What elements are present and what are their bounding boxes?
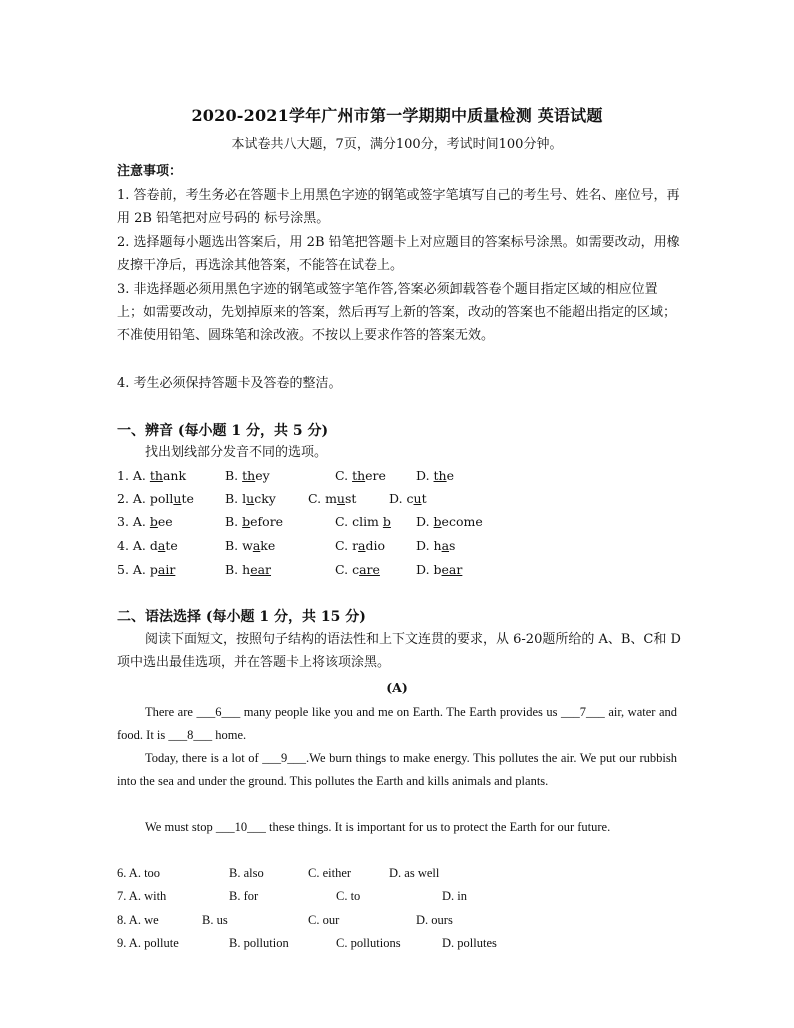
- notice-item-3: 3. 非选择题必须用黑色字迹的钢笔或签字笔作答,答案必须卸载答卷个题目指定区域的相应位置上；如需要改动，先划掉原来的答案，然后再写上新的答案，改动的答案也不能超出指定的区域；不准使用铅笔、圆珠笔和涂改液。不按以上要求作答的答案无效。: [117, 282, 677, 343]
- option-c: C. either: [308, 866, 352, 880]
- notice-item-2: 2. 选择题每小题选出答案后，用 2B 铅笔把答题卡上对应题目的答案标号涂黑。如需要改动，用橡皮擦干净后，再选涂其他答案，不能答在试卷上。: [117, 235, 680, 273]
- notice-heading: 注意事项：: [117, 164, 183, 179]
- option-d: D. cut: [389, 491, 427, 506]
- option-b: B. for: [229, 889, 259, 903]
- option-b: B. us: [202, 913, 228, 927]
- option-d: D. bear: [416, 562, 463, 577]
- option-c: C. pollutions: [336, 936, 401, 950]
- option-b: B. hear: [225, 562, 272, 577]
- option-c: C. there: [335, 468, 386, 483]
- section1-instruction: 找出划线部分发音不同的选项。: [145, 445, 328, 460]
- option-a: 8. A. we: [117, 913, 159, 927]
- notice-item-1: 1. 答卷前，考生务必在答题卡上用黑色字迹的钢笔或签字笔填写自己的考生号、姓名、座位号，再用 2B 铅笔把对应号码的 标号涂黑。: [117, 188, 680, 226]
- section1-heading: 一、辨音 (每小题 1 分，共 5 分): [117, 423, 329, 439]
- option-c: C. our: [308, 913, 340, 927]
- notice-item-4: 4. 考生必须保持答题卡及答卷的整洁。: [117, 376, 342, 391]
- passage-paragraph-1: There are ___6___ many people like you and me on Earth. The Earth provides us ___7___ air, water and food. It is ___8___ home.: [117, 705, 677, 742]
- section2-instruction: 阅读下面短文，按照句子结构的语法性和上下文连贯的要求，从 6-20题所给的 A、B、C和 D项中选出最佳选项，并在答题卡上将该项涂黑。: [117, 632, 681, 670]
- option-a: 7. A. with: [117, 889, 167, 903]
- option-d: D. as well: [389, 866, 440, 880]
- passage-paragraph-3: We must stop ___10___ these things. It is important for us to protect the Earth for our future.: [145, 820, 611, 834]
- option-b: B. before: [225, 514, 284, 529]
- option-d: D. ours: [416, 913, 453, 927]
- section2-heading: 二、语法选择 (每小题 1 分，共 15 分): [117, 609, 366, 625]
- option-b: B. wake: [225, 538, 276, 553]
- passage-label: (A): [386, 680, 408, 695]
- option-c: C. care: [335, 562, 380, 577]
- option-c: C. radio: [335, 538, 386, 553]
- option-a: 5. A. pair: [117, 562, 176, 577]
- option-b: B. they: [225, 468, 270, 483]
- option-c: C. to: [336, 889, 361, 903]
- page-title: 2020-2021学年广州市第一学期期中质量检测 英语试题: [191, 106, 603, 125]
- option-a: 2. A. pollute: [117, 491, 194, 506]
- option-b: B. also: [229, 866, 264, 880]
- option-d: D. in: [442, 889, 467, 903]
- option-d: D. become: [416, 514, 483, 529]
- option-a: 9. A. pollute: [117, 936, 179, 950]
- option-c: C. clim b: [335, 514, 391, 529]
- option-a: 3. A. bee: [117, 514, 173, 529]
- option-d: D. has: [416, 538, 456, 553]
- option-b: B. pollution: [229, 936, 289, 950]
- option-a: 1. A. thank: [117, 468, 187, 483]
- option-b: B. lucky: [225, 491, 276, 506]
- passage-paragraph-2: Today, there is a lot of ___9___.We burn things to make energy. This pollutes the air. We put our rubbish into the sea and under the ground. This pollutes the Earth and kills animals and plants.: [117, 751, 677, 788]
- option-a: 4. A. date: [117, 538, 178, 553]
- option-a: 6. A. too: [117, 866, 161, 880]
- option-d: D. pollutes: [442, 936, 497, 950]
- page-subtitle: 本试卷共八大题，7页，满分100分，考试时间100分钟。: [231, 137, 563, 152]
- option-c: C. must: [308, 491, 357, 506]
- option-d: D. the: [416, 468, 455, 483]
